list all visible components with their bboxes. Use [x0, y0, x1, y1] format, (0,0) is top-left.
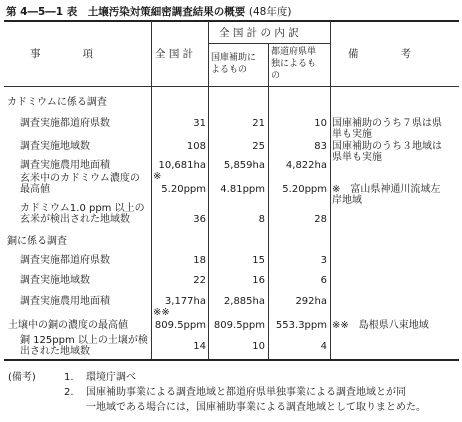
- cd-pref-label: 調査実施都道府県数: [20, 118, 110, 129]
- header-pref-line3: の: [271, 71, 281, 81]
- cu-max-pref: 553.3ppm: [275, 320, 327, 331]
- cu-area-total: 22: [193, 275, 206, 286]
- cd-max-mark: ※: [153, 171, 162, 182]
- cu-detect-pref: 4: [320, 341, 327, 352]
- cu-pref-subsidy: 15: [252, 255, 265, 266]
- header-bottom-border: [4, 86, 459, 87]
- cu-detect-label-line2: 出された地域数: [20, 346, 90, 357]
- cd-pref-pref: 10: [314, 118, 327, 129]
- cd-area-pref: 83: [314, 141, 327, 152]
- cu-pref-label: 調査実施都道府県数: [20, 255, 110, 266]
- footnote-1: 環境庁調べ: [86, 372, 136, 383]
- footnote-2-line1: 国庫補助事業による調査地域と都道府県単独事業による調査地域とが同: [86, 387, 406, 398]
- cd-detect-subsidy: 8: [258, 214, 265, 225]
- cu-max-mark: ※※: [153, 307, 170, 318]
- cu-max-subsidy: 809.5ppm: [213, 320, 265, 331]
- cd-max-pref: 5.20ppm: [282, 184, 327, 195]
- header-subsidy-line2: よるもの: [211, 65, 248, 75]
- header-total: 全 国 計: [155, 48, 194, 60]
- cu-detect-total: 14: [193, 341, 206, 352]
- cu-area-subsidy: 16: [252, 275, 265, 286]
- footnote-2-line2: 一地域である場合には，国庫補助事業による調査地域として取りまとめた。: [86, 402, 426, 413]
- cd-land-total: 10,681ha: [158, 160, 206, 171]
- breakdown-header-divider: [208, 43, 330, 44]
- footnote-label: (備考): [8, 372, 36, 383]
- cd-detect-total: 36: [193, 214, 206, 225]
- footnote-2-number: 2.: [64, 387, 74, 398]
- col-divider-remarks: [330, 21, 331, 359]
- header-pref-line1: 都道府県単: [271, 47, 317, 57]
- header-remarks: 備 考: [348, 48, 411, 60]
- cu-detect-label-line1: 銅 125ppm 以上の土壌が検: [20, 335, 148, 346]
- table-bottom-border: [4, 359, 459, 361]
- cu-detect-subsidy: 10: [252, 341, 265, 352]
- table-title-main: 第 4―5―1 表 土壌汚染対策細密調査結果の概要: [6, 6, 246, 18]
- cd-land-pref: 4,822ha: [285, 160, 327, 171]
- cu-pref-total: 18: [193, 255, 206, 266]
- cd-max-subsidy: 4.81ppm: [220, 184, 265, 195]
- section-cadmium: カドミウムに係る調査: [7, 97, 107, 108]
- cu-max-total: 809.5ppm: [154, 320, 206, 331]
- header-breakdown: 全 国 計 の 内 訳: [219, 27, 299, 39]
- cd-pref-subsidy: 21: [252, 118, 265, 129]
- section-copper: 銅に係る調査: [7, 236, 67, 247]
- cd-land-label: 調査実施農用地面積: [20, 160, 110, 171]
- cd-area-remark-line2: 県単も実施: [332, 152, 382, 163]
- cd-pref-remark-line2: 単も実施: [332, 129, 372, 140]
- header-pref-line2: 独によるも: [271, 59, 317, 69]
- cd-area-label: 調査実施地域数: [20, 141, 90, 152]
- cd-max-remark-line1: ※ 富山県神通川流域左: [332, 184, 441, 195]
- cu-land-label: 調査実施農用地面積: [20, 296, 110, 307]
- cd-land-subsidy: 5,859ha: [223, 160, 265, 171]
- cu-max-label: 土壌中の銅の濃度の最高値: [8, 320, 128, 331]
- cu-area-pref: 6: [320, 275, 327, 286]
- col-divider-pref: [268, 44, 269, 359]
- table-title: [6, 4, 291, 19]
- table-top-border: [4, 20, 459, 22]
- cu-area-label: 調査実施地域数: [20, 275, 90, 286]
- cd-detect-pref: 28: [314, 214, 327, 225]
- cd-pref-remark-line1: 国庫補助のうち７県は県: [332, 118, 442, 129]
- cd-detect-label-line1: カドミウム1.0 ppm 以上の: [20, 203, 145, 214]
- cd-max-remark-line2: 岸地域: [332, 195, 362, 206]
- cd-max-total: 5.20ppm: [161, 184, 206, 195]
- table-title-year: (48年度): [248, 6, 292, 18]
- footnote-1-number: 1.: [64, 372, 74, 383]
- cd-pref-total: 31: [193, 118, 206, 129]
- cu-land-total: 3,177ha: [164, 296, 206, 307]
- cd-max-label-line1: 玄米中のカドミウム濃度の: [20, 173, 140, 184]
- cd-area-remark-line1: 国庫補助のうち３地域は: [332, 141, 442, 152]
- header-item: 事 項: [30, 48, 93, 60]
- cu-land-pref: 292ha: [295, 296, 327, 307]
- cu-max-remark: ※※ 島根県八束地域: [332, 320, 429, 331]
- header-subsidy-line1: 国庫補助に: [211, 53, 257, 63]
- cu-land-subsidy: 2,885ha: [223, 296, 265, 307]
- cd-area-subsidy: 25: [252, 141, 265, 152]
- cd-max-label-line2: 最高値: [20, 184, 50, 195]
- cd-area-total: 108: [186, 141, 206, 152]
- cu-pref-pref: 3: [320, 255, 327, 266]
- cd-detect-label-line2: 玄米が検出された地域数: [20, 214, 130, 225]
